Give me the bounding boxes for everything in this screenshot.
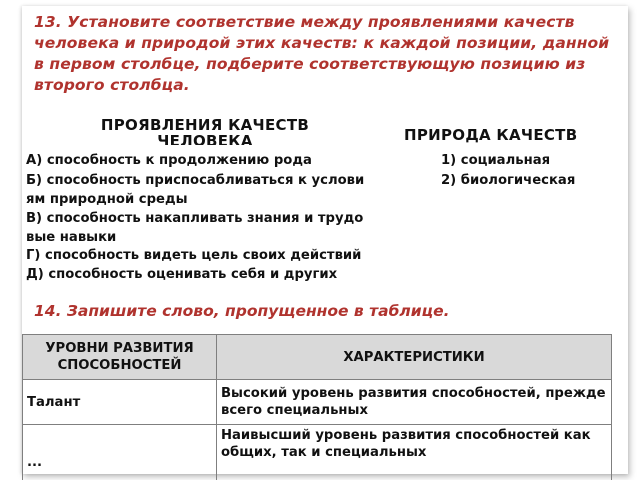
table-cell-characteristic: Наивысший уровень развития способностей как общих, так и специальных <box>217 425 612 480</box>
table-cell-characteristic: Высокий уровень развития способностей, прежде всего специальных <box>217 380 612 425</box>
table-header-row <box>23 335 612 380</box>
list-item-b-cont: ям природной среды <box>26 192 188 207</box>
table-header-levels: УРОВНИ РАЗВИТИЯ СПОСОБНОСТЕЙ <box>23 335 217 380</box>
list-item-g: Г) способность видеть цель своих действий <box>26 248 362 263</box>
table-row <box>23 380 612 425</box>
task-14-heading: 14. Запишите слово, пропущенное в таблице. <box>34 302 450 320</box>
list-item-v: В) способность накапливать знания и трудо <box>26 211 364 226</box>
levels-table <box>22 334 612 480</box>
table-cell-level: Талант <box>23 380 217 425</box>
list-item-v-cont: вые навыки <box>26 230 117 245</box>
list-item-b: Б) способность приспосабливаться к услови <box>26 173 365 188</box>
table-row <box>23 425 612 480</box>
column-left-heading: ПРОЯВЛЕНИЯ КАЧЕСТВ ЧЕЛОВЕКА <box>100 117 310 145</box>
task-13-heading: 13. Установите соответствие между проявлениями качеств человека и природой этих качеств: к каждой позиции, данной в первом столбце, подберите соответствующую позицию из второго столбца. <box>34 13 610 94</box>
option-1: 1) социальная <box>441 153 551 168</box>
table-header-characteristics: ХАРАКТЕРИСТИКИ <box>217 335 612 380</box>
list-item-a: А) способность к продолжению рода <box>26 153 312 168</box>
option-2: 2) биологическая <box>441 173 576 188</box>
table-cell-level-missing: ... <box>23 425 217 480</box>
list-item-d: Д) способность оценивать себя и других <box>26 267 338 282</box>
column-right-heading: ПРИРОДА КАЧЕСТВ <box>404 126 578 144</box>
